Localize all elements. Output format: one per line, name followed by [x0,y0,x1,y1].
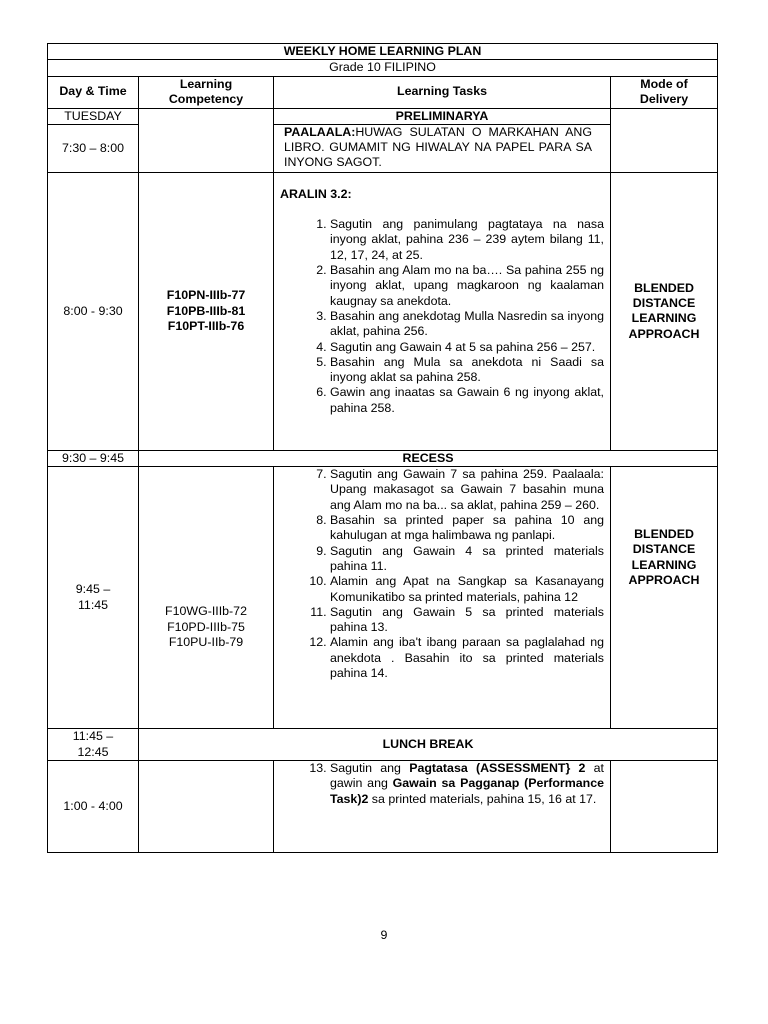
block2-time [48,467,139,729]
plan-title: WEEKLY HOME LEARNING PLAN [48,44,718,60]
task-item: 9. Sagutin ang Gawain 4 sa printed materials pahina 11. [330,544,606,575]
block2-competencies [139,467,274,729]
block2-tasks-cell [274,467,611,729]
mode-line: DISTANCE [632,542,696,557]
mode-line: BLENDED [634,527,694,542]
competency-code: F10PU-IIb-79 [168,634,244,649]
block3-time: 1:00 - 4:00 [48,761,139,853]
block3-row [48,761,718,853]
task-text: Sagutin ang [330,761,410,776]
block1-time: 8:00 - 9:30 [48,172,139,450]
competency-code: F10PT-IIIb-76 [167,319,245,334]
block3-mode-cell [611,761,718,853]
note-text: HUWAG SULATAN O MARKAHAN ANG LIBRO. GUMAMIT NG HIWALAY NA PAPEL PARA SA INYONG SAGOT. [284,124,592,170]
plan-subtitle: Grade 10 FILIPINO [48,60,718,76]
lunch-row [48,729,718,761]
header-day-time: Day & Time [48,76,139,108]
task-item: 12. Alamin ang iba't ibang paraan sa paglalahad ng anekdota . Basahin ito sa printed materials pahina 14. [330,635,606,681]
header-mode: Mode of Delivery [611,76,718,108]
time-line: 11:45 [77,597,109,612]
subtitle-row [48,60,718,76]
mode-line: APPROACH [628,573,700,588]
time-line: 11:45 – [72,729,114,744]
block1-competencies [139,172,274,450]
task-item: 5. Basahin ang Mula sa anekdota ni Saadi sa inyong aklat sa pahina 258. [330,355,606,386]
mode-line: DISTANCE [632,296,696,311]
task-item: 1. Sagutin ang panimulang pagtataya na nasa inyong aklat, pahina 236 – 239 aytem bilang 11, 12, 17, 24, at 25. [330,217,606,263]
task-item [330,761,606,807]
prelim-heading: PRELIMINARYA [274,108,611,124]
lesson-title: ARALIN 3.2: [280,186,352,201]
mode-line: BLENDED [634,280,694,295]
prelim-note-cell [274,124,611,172]
task-item: 8. Basahin sa printed paper sa pahina 10 ang kahulugan at mga halimbawa ng panlapi. [330,513,606,544]
header-row [48,76,718,108]
lunch-label: LUNCH BREAK [139,729,718,761]
assessment-label: Pagtatasa (ASSESSMENT} 2 [409,761,586,776]
competency-code: F10PB-IIIb-81 [166,303,246,318]
recess-time: 9:30 – 9:45 [48,450,139,466]
page-number: 9 [380,928,388,942]
recess-label: RECESS [139,450,718,466]
block3-competency-cell [139,761,274,853]
day-row [48,108,718,124]
task-item: 11. Sagutin ang Gawain 5 sa printed materials pahina 13. [330,605,606,636]
header-competency: Learning Competency [139,76,274,108]
mode-line: LEARNING [631,311,697,326]
weekly-plan-table [47,43,718,853]
task-item: 7. Sagutin ang Gawain 7 sa pahina 259. Paalaala: Upang makasagot sa Gawain 7 basahin muna ang Alam mo na ba... sa aklat, pahina 259 – 260. [330,467,606,513]
task-item: 2. Basahin ang Alam mo na ba…. Sa pahina 255 ng inyong aklat, upang magkaroon ng kaalaman kaugnay sa anekdota. [330,263,606,309]
header-tasks: Learning Tasks [274,76,611,108]
block3-task-list [280,761,606,807]
note-label: PAALAALA: [284,124,356,139]
mode-line: LEARNING [631,557,697,572]
prelim-note [284,125,592,171]
block1-mode [611,172,718,450]
mode-line: APPROACH [628,326,700,341]
task-text: at gawin ang [330,761,604,791]
task-item: 3. Basahin ang anekdotag Mulla Nasredin sa inyong aklat, pahina 256. [330,309,606,340]
task-item: 6. Gawin ang inaatas sa Gawain 6 ng inyong aklat, pahina 258. [330,385,606,416]
performance-task-label: Gawain sa Pagganap (Performance Task)2 [330,776,604,806]
block2-mode [611,467,718,729]
task-item: 10. Alamin ang Apat na Sangkap sa Kasanayang Komunikatibo sa printed materials, pahina 12 [330,574,606,605]
prelim-time: 7:30 – 8:00 [48,124,139,172]
day-label: TUESDAY [48,108,139,124]
block1-row [48,172,718,450]
competency-code: F10WG-IIIb-72 [165,604,247,619]
competency-code: F10PD-IIIb-75 [167,619,245,634]
competency-code: F10PN-IIIb-77 [166,288,246,303]
recess-row [48,450,718,466]
block1-task-list [280,217,606,416]
block3-tasks-cell [274,761,611,853]
block2-task-list [280,467,606,681]
title-row [48,44,718,60]
prelim-mode-cell [611,108,718,172]
lunch-time [48,729,139,761]
time-line: 12:45 [77,744,109,759]
task-text: sa printed materials, pahina 15, 16 at 17. [368,791,597,806]
task-item: 4. Sagutin ang Gawain 4 at 5 sa pahina 256 – 257. [330,340,606,355]
block1-tasks-cell [274,172,611,450]
block2-row [48,467,718,729]
time-line: 9:45 – [75,582,111,597]
prelim-competency-cell [139,108,274,172]
